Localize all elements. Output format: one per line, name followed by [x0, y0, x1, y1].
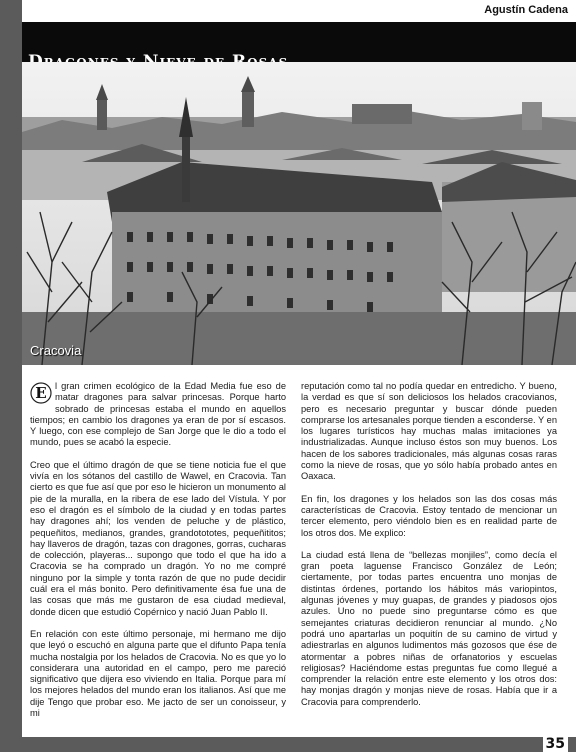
paragraph: reputación como tal no podía quedar en entredicho. Y bueno, la verdad es que sí son deliciosos los helados cracovianos, pero es necesario preguntar y buscar dónde pueden comprarse los artesanales porque tienden a esconderse. Y en los lugares turísticos hay muchas malas imitaciones ya industrializadas. Aunque incluso éstos son muy buenos. Los hacen de los sabores tradicionales, más algunas cosas raras como la nieve de rosas, que yo sólo había probado antes en Oaxaca. [301, 381, 558, 482]
paragraph: En relación con este último personaje, mi hermano me dijo que leyó o escuchó en alguna parte que el difunto Papa tenía mucha nostalgia por los helados de Cracovia. No es que yo lo considerara una autoridad en el campo, pero me pareció significativo que dijera eso viviendo en Italia. Porque para mí los mejores helados del mundo eran los italianos. Así que me dije Tengo que probar eso. Me jacto de ser un conoisseur, y mi [30, 628, 286, 719]
text-column-left [30, 381, 286, 730]
dropcap-letter: E [35, 384, 47, 402]
left-margin-band [0, 0, 22, 752]
author-name: Agustín Cadena [484, 4, 568, 16]
paragraph [30, 381, 286, 449]
article-header [22, 0, 576, 62]
paragraph-text: l gran crimen ecológico de la Edad Media fue eso de matar dragones para salvar princesas. Porque harto sobrado de princesas estaba el mundo en aquellos tiempos; en cambio los dragones ya eran de por sí escasos. Y luego, con ese complejo de San Jorge que le dio a todo el mundo, pues se acabó la especie. [30, 381, 286, 448]
city-photo [22, 62, 576, 365]
dropcap-ornament [30, 382, 52, 404]
paragraph: La ciudad está llena de “bellezas monjiles”, como decía el gran poeta laguense Francisco González de León; ciertamente, por todas partes encuentra uno monjas de distintas órdenes, portando los hábitos más variopintos, algunas jóvenes y muy guapas, de grandes y piadosos ojos azules. Uno no puede sino preguntarse cómo es que semejantes criaturas decidieron renunciar al mundo. ¿No podrá uno apartarlas un poquitín de su camino de virtud y adiestrarlas en algunos ludimentos más gozosos que ése de atormentar a pobres niñas de orfanatorios y escuelas religiosas? Haciéndome estas preguntas fue como llegué a comprender la relación entre este elemento y los otros dos: hay monjas dragón y monjas nieve de rosas. Había que ir a Cracovia para comprenderlo. [301, 549, 557, 707]
footer-band [0, 737, 576, 752]
cityscape-illustration [22, 62, 576, 365]
paragraph: En fin, los dragones y los helados son las dos cosas más características de Cracovia. Estoy tentado de mencionar un tercer elemento, pero viéndolo bien es en realidad parte de los otros dos. Me explico: [301, 493, 557, 538]
title-bar [22, 22, 576, 62]
text-column-right [301, 381, 557, 719]
photo-caption: Cracovia [30, 343, 82, 358]
paragraph: Creo que el último dragón de que se tiene noticia fue el que vivía en los sótanos del castillo de Wawel, en Cracovia. Tan cierto es que fue así que por eso le hicieron un monumento al pie de la muralla, en la ribera de ese lado del Vístula. Y por eso el dragón es el símbolo de la ciudad y en todas partes hay dragones ahí; los venden de peluche y de plástico, pequeñitos, medianos, grandes, grandotototes, pequeñititos; hay llaveros de dragón, tazas con dragones, gorras, cucharas de colección, playeras... supongo que todo el que ha ido a Cracovia se ha comprado un dragón. Yo no me compré ninguno por la simple y tonta razón de que no pude decidir cuál era el más bonito. Pero definitivamente ésa fue una de las cosas que más me gustaron de esa ciudad medieval, donde dicen que estudió Copérnico y nació Juan Pablo II. [30, 459, 286, 617]
page-number: 35 [543, 737, 568, 752]
